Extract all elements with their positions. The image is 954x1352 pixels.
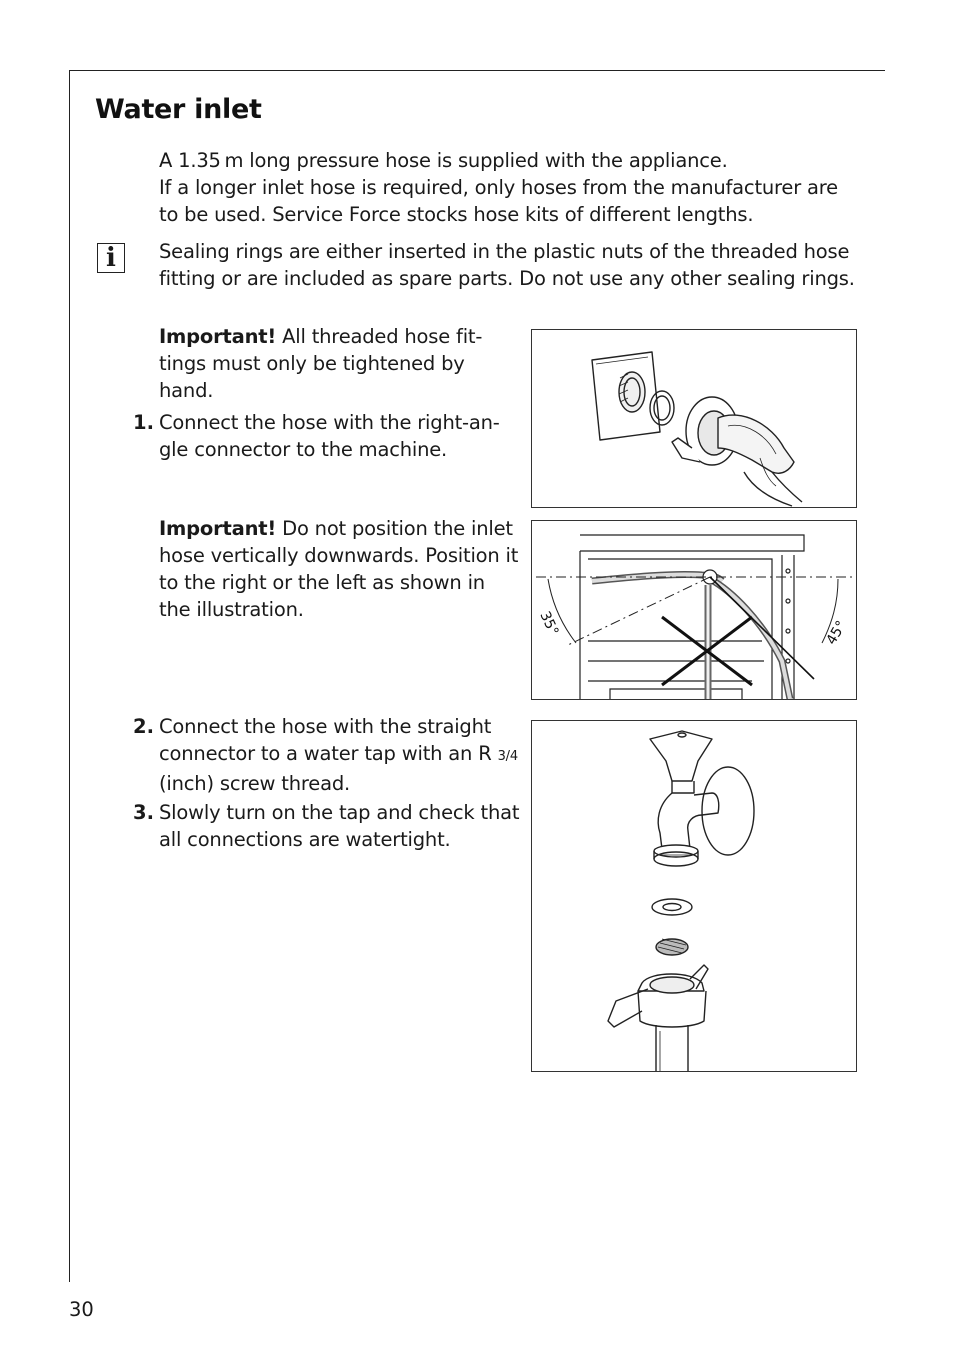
step-2-number: 2. xyxy=(133,715,154,738)
intro-line-2: If a longer inlet hose is required, only hoses from the manufacturer are to be used. Service Force stocks hose kits of different lengths. xyxy=(159,176,838,226)
step-2-text-a: Connect the hose with the straight connector to a water tap with an R xyxy=(159,715,498,765)
step-2-text-b: (inch) screw thread. xyxy=(159,772,351,795)
figure-hose-angle xyxy=(531,520,857,700)
important-text: All threaded hose fit-tings must only be tightened by hand. xyxy=(159,325,483,402)
figure-water-tap xyxy=(531,720,857,1072)
important-text: Do not position the inlet hose vertically downwards. Position it to the right or the left as shown in the illustration. xyxy=(159,517,519,621)
water-tap-illustration xyxy=(532,721,856,1071)
intro-line-1: A 1.35 m long pressure hose is supplied with the appliance. xyxy=(159,149,728,172)
step-3-number: 3. xyxy=(133,801,154,824)
hose-angle-illustration xyxy=(532,521,856,699)
important-label: Important! xyxy=(159,517,277,540)
step-3-text: Slowly turn on the tap and check that all connections are watertight. xyxy=(159,801,520,851)
important-note-1 xyxy=(159,323,521,404)
page-title: Water inlet xyxy=(95,94,262,125)
step-1-text: Connect the hose with the right-an-gle connector to the machine. xyxy=(159,411,500,461)
fraction: 3/4 xyxy=(497,749,518,764)
important-note-2 xyxy=(159,515,521,623)
important-label: Important! xyxy=(159,325,277,348)
intro-text xyxy=(159,147,859,228)
info-icon: i xyxy=(97,243,125,273)
top-rule xyxy=(69,70,885,71)
figure-hose-connection xyxy=(531,329,857,508)
hose-connection-illustration xyxy=(532,330,856,507)
angle-label-right: 45° xyxy=(823,618,850,648)
left-rule xyxy=(69,70,70,1282)
page-number: 30 xyxy=(69,1298,94,1321)
angle-label-left: 35° xyxy=(536,609,562,639)
info-note: Sealing rings are either inserted in the plastic nuts of the threaded hose fitting or are included as spare parts. Do not use any other sealing rings. xyxy=(159,240,855,290)
step-1-number: 1. xyxy=(133,411,154,434)
step-2-text xyxy=(159,713,521,797)
